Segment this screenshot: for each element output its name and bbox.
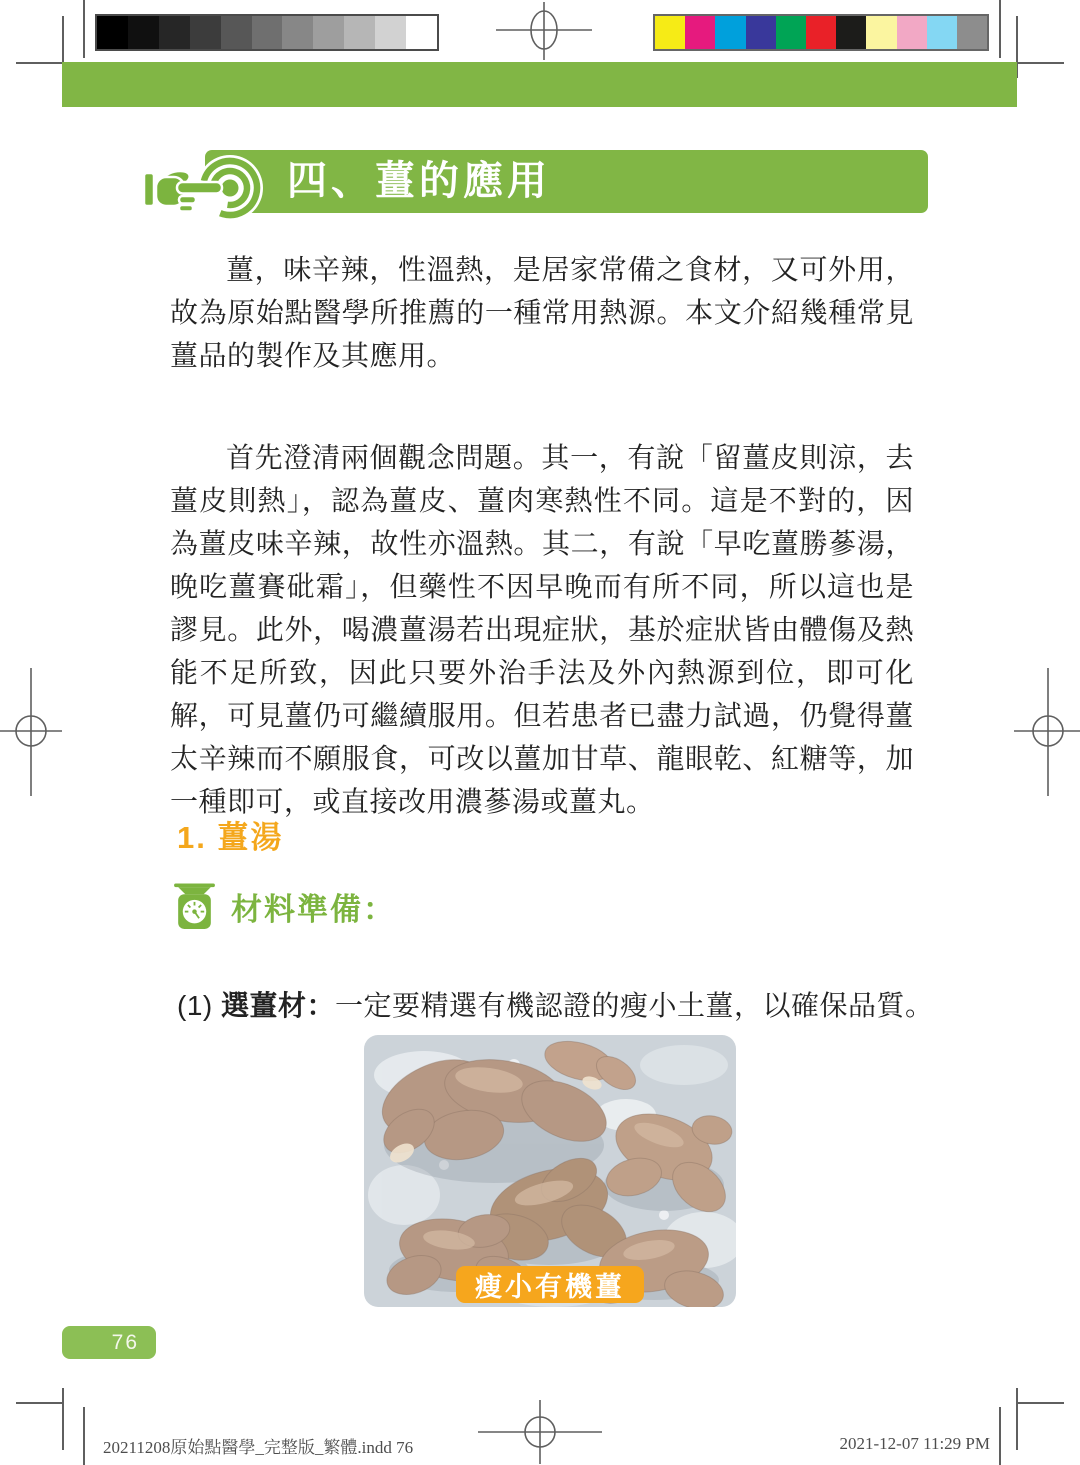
calibration-swatch xyxy=(313,16,344,49)
calibration-swatch xyxy=(190,16,221,49)
pressing-hand-target-icon xyxy=(142,152,270,224)
chapter-title-banner xyxy=(205,150,928,213)
registration-mark xyxy=(1010,668,1080,796)
kitchen-scale-icon xyxy=(173,882,216,931)
calibration-swatch xyxy=(897,16,927,49)
body-paragraph-2: 首先澄清兩個觀念問題。其一，有說「留薑皮則涼，去薑皮則熱」，認為薑皮、薑肉寒熱性不同。這是不對的，因為薑皮味辛辣，故性亦溫熱。其二，有說「早吃薑勝蔘湯，晚吃薑賽砒霜」，但藥性不因早晚而有所不同，所以這也是謬見。此外，喝濃薑湯若出現症狀，基於症狀皆由體傷及熱能不足所致，因此只要外治手法及外內熱源到位，即可化解，可見薑仍可繼續服用。但若患者已盡力試過，仍覺得薑太辛辣而不願服食，可改以薑加甘草、龍眼乾、紅糖等，加一種即可，或直接改用濃蔘湯或薑丸。 xyxy=(170,442,914,817)
header-bar xyxy=(62,62,1017,107)
calibration-swatch xyxy=(128,16,159,49)
materials-row xyxy=(173,882,396,931)
calibration-swatch xyxy=(927,16,957,49)
materials-label: 材料準備： xyxy=(231,892,396,927)
calibration-swatch xyxy=(406,16,437,49)
trim-mark xyxy=(83,1407,85,1465)
trim-mark xyxy=(83,0,85,58)
grayscale-calibration-bar xyxy=(95,14,439,51)
calibration-swatch xyxy=(836,16,866,49)
registration-mark xyxy=(478,1400,602,1464)
item-description: 一定要精選有機認證的瘦小土薑，以確保品質。 xyxy=(335,990,934,1021)
section-heading: 1. 薑湯 xyxy=(177,820,284,855)
photo-caption-badge xyxy=(456,1266,644,1303)
page-number-badge xyxy=(62,1326,156,1359)
ginger-photo xyxy=(364,1035,736,1307)
photo-caption: 瘦小有機薑 xyxy=(475,1272,625,1302)
footer-filename: 20211208原始點醫學_完整版_繁體.indd 76 xyxy=(103,1438,414,1457)
item-number: (1) xyxy=(177,990,221,1021)
trim-mark xyxy=(1018,62,1064,64)
calibration-swatch xyxy=(97,16,128,49)
trim-mark xyxy=(16,62,62,64)
calibration-swatch xyxy=(806,16,836,49)
calibration-swatch xyxy=(776,16,806,49)
calibration-swatch xyxy=(685,16,715,49)
calibration-swatch xyxy=(282,16,313,49)
calibration-swatch xyxy=(655,16,685,49)
calibration-swatch xyxy=(221,16,252,49)
registration-mark xyxy=(482,0,606,62)
page-number: 76 xyxy=(111,1330,139,1354)
chapter-title: 四、薑的應用 xyxy=(287,159,551,203)
calibration-swatch xyxy=(252,16,283,49)
color-calibration-bar xyxy=(653,14,989,51)
calibration-swatch xyxy=(715,16,745,49)
calibration-swatch xyxy=(866,16,896,49)
item-term: 選薑材： xyxy=(221,990,336,1021)
calibration-swatch xyxy=(344,16,375,49)
calibration-swatch xyxy=(746,16,776,49)
trim-mark xyxy=(1016,1388,1018,1450)
trim-mark xyxy=(62,1388,64,1450)
trim-mark xyxy=(16,1402,62,1404)
footer-timestamp: 2021-12-07 11:29 PM xyxy=(839,1434,990,1453)
registration-mark xyxy=(0,668,96,796)
calibration-swatch xyxy=(159,16,190,49)
body-paragraph-1: 薑，味辛辣，性溫熱，是居家常備之食材，又可外用，故為原始點醫學所推薦的一種常用熱源。本文介紹幾種常見薑品的製作及其應用。 xyxy=(170,254,914,371)
calibration-swatch xyxy=(375,16,406,49)
calibration-swatch xyxy=(957,16,987,49)
trim-mark xyxy=(999,0,1001,58)
trim-mark xyxy=(999,1407,1001,1465)
list-item-1 xyxy=(177,984,934,1024)
trim-mark xyxy=(1018,1402,1064,1404)
